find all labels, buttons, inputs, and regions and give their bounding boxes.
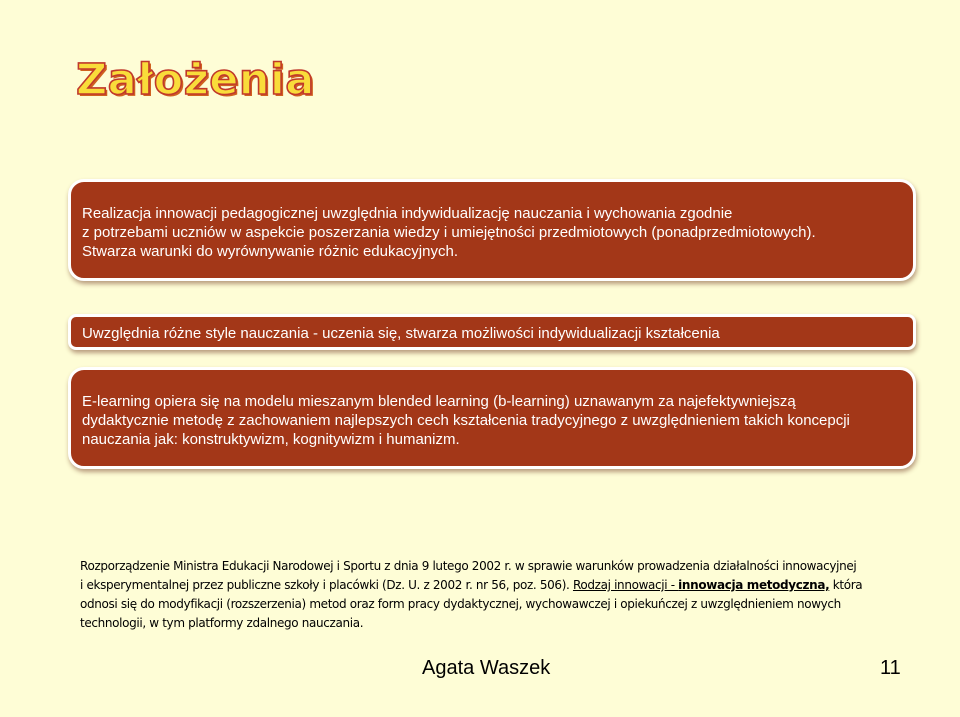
legal-line: technologii, w tym platformy zdalnego nauczania. xyxy=(80,616,364,630)
legal-line: Rozporządzenie Ministra Edukacji Narodowej i Sportu z dnia 9 lutego 2002 r. w sprawie warunków prowadzenia działalności innowacyjnej xyxy=(80,559,857,573)
legal-basis-text xyxy=(80,557,910,633)
info-box-line: z potrzebami uczniów w aspekcie poszerzania wiedzy i umiejętności przedmiotowych (ponadprzedmiotowych). xyxy=(82,224,816,241)
info-box-line: E-learning opiera się na modelu mieszanym blended learning (b-learning) uznawanym za najefektywniejszą xyxy=(82,393,796,410)
info-box-innovation xyxy=(68,179,916,281)
legal-line-tail: która xyxy=(829,578,863,592)
info-box-line: dydaktycznie metodę z zachowaniem najlepszych cech kształcenia tradycyjnego z uwzględnieniem takich koncepcji xyxy=(82,412,850,429)
info-box-line: Uwzględnia różne style nauczania - uczenia się, stwarza możliwości indywidualizacji kształcenia xyxy=(82,325,720,342)
info-box-line: Stwarza warunki do wyrównywanie różnic edukacyjnych. xyxy=(82,243,458,260)
page-number: 11 xyxy=(880,657,901,679)
slide-title: Założenia xyxy=(76,55,315,105)
legal-citation: i eksperymentalnej przez publiczne szkoły i placówki (Dz. U. z 2002 r. nr 56, poz. 506). xyxy=(80,578,573,592)
legal-line: odnosi się do modyfikacji (rozszerzenia) metod oraz form pracy dydaktycznej, wychowawczej i opiekuńczej z uwzględnieniem nowych xyxy=(80,597,841,611)
info-box-styles xyxy=(68,314,916,350)
info-box-line: Realizacja innowacji pedagogicznej uwzględnia indywidualizację nauczania i wychowania zgodnie xyxy=(82,205,733,222)
footer-author: Agata Waszek xyxy=(422,657,551,679)
info-box-elearning xyxy=(68,367,916,469)
info-box-line: nauczania jak: konstruktywizm, kognitywizm i humanizm. xyxy=(82,431,460,448)
innovation-type-value: innowacja metodyczna, xyxy=(678,578,830,592)
legal-line xyxy=(80,576,910,595)
innovation-type-label: Rodzaj innowacji - xyxy=(572,578,679,592)
